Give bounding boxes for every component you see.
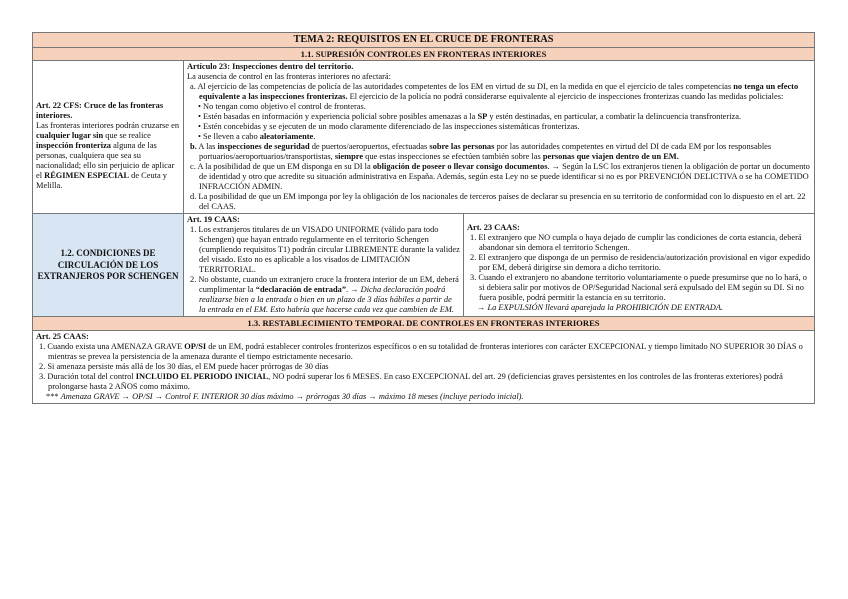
bullet-2: • Estén basadas en información y experiencia policial sobre posibles amenazas a la SP y estén destinadas, en particular, a combatir la delincuencia transfronteriza. [198, 112, 742, 122]
art22-text: Las fronteras interiores podrán cruzarse en cualquier lugar sin que se realice inspección fronteriza alguna de las personas, cualquiera que sea su nacionalidad; ello sin perjuicio de aplicar el RÉGIMEN ESPECIAL de Ceuta y Melilla. [36, 121, 180, 191]
art25-summary: *** Amenaza GRAVE → OP/SI → Control F. INTERIOR 30 días máximo → prórrogas 30 días → máximo 18 meses (incluye periodo inicial). [46, 391, 524, 401]
section-1-1-heading: 1.1. SUPRESIÓN CONTROLES EN FRONTERAS INTERIORES [33, 48, 815, 61]
art23-point-3: 3. Cuando el extranjero no abandone territorio voluntariamente o puede presumirse que no lo hará, o si debiera salir por motivos de OP/Seguridad Nacional será expulsado del EM según su DI. Si no fuera posible, podrá permitir la estancia en su territorio. [470, 273, 807, 303]
content-table [32, 32, 815, 404]
art19-point-1: 1. Los extranjeros titulares de un VISADO UNIFORME (válido para todo Schengen) que hayan entrado regularmente en el territorio Schengen (cumpliendo requisitos T1) podrán circular LIBREMENTE durante la validez del visado. Esto no es aplicable a los visados de LIMITACIÓN TERRITORIAL. [190, 225, 460, 275]
art23-caas-title: Art. 23 CAAS: [467, 223, 520, 233]
art23-point-1: 1. El extranjero que NO cumpla o haya dejado de cumplir las condiciones de corta estancia, deberá abandonar sin demora el territorio Schengen. [470, 233, 802, 253]
art23-point-2: 2. El extranjero que disponga de un permiso de residencia/autorización provisional en vigor expedido por EM, deberá dirigirse sin demora a dicho territorio. [470, 253, 811, 273]
art23-intro: La ausencia de control en las fronteras interiores no afectará: [187, 72, 391, 82]
section-1-3-heading: 1.3. RESTABLECIMIENTO TEMPORAL DE CONTROLES EN FRONTERAS INTERIORES [33, 317, 815, 330]
page-title: TEMA 2: REQUISITOS EN EL CRUCE DE FRONTERAS [33, 33, 815, 48]
art19-title: Art. 19 CAAS: [187, 215, 240, 225]
art19-cell [184, 214, 464, 317]
art23-inspecciones-cell [184, 61, 815, 214]
art25-title: Art. 25 CAAS: [36, 331, 89, 341]
item-a: a. Al ejercicio de las competencias de policía de las autoridades competentes de los EM en virtud de su DI, en la medida en que el ejercicio de tales competencias no tenga un efecto equivalente a las inspecciones fronterizas. El ejercicio de la policía no podrá considerarse equivalente al ejercicio de inspecciones fronterizas cuando las medidas policiales: [190, 82, 799, 102]
art23-expulsion-note: → La EXPULSIÓN llevará aparejada la PROHIBICIÓN DE ENTRADA. [477, 303, 724, 313]
bullet-3: • Estén concebidas y se ejecuten de un modo claramente diferenciado de las inspecciones sistemáticas fronterizas. [198, 122, 580, 132]
art22-cell [33, 61, 184, 214]
art22-title: Art. 22 CFS: Cruce de las fronteras interiores. [36, 101, 164, 121]
item-d: d. La posibilidad de que un EM imponga por ley la obligación de los nacionales de terceros países de declarar su presencia en su territorio de conformidad con lo dispuesto en el art. 22 del CAAS. [190, 192, 806, 212]
art19-point-2: 2. No obstante, cuando un extranjero cruce la frontera interior de un EM, deberá cumplimentar la “declaración de entrada”. → Dicha declaración podrá realizarse bien a la entrada o bien en un plazo de 3 días hábiles a partir de la entrada en el EM. Esto habría que hacerse cada vez que cambien de EM. [190, 275, 459, 315]
bullet-1: • No tengan como objetivo el control de fronteras. [198, 102, 366, 112]
art25-point-2: 2. Si amenaza persiste más allá de los 30 días, el EM puede hacer prórrogas de 30 días [39, 361, 329, 371]
item-b: b. A las inspecciones de seguridad de puertos/aeropuertos, efectuadas sobre las personas por las autoridades competentes en virtud del DI de cada EM por los responsables portuarios/aeroportuarios/transportistas, siempre que estas inspecciones se efectúen también sobre las personas que viajen dentro de un EM. [190, 142, 772, 162]
art25-cell [33, 330, 815, 403]
document-page [32, 32, 814, 404]
art25-point-3: 3. Duración total del control INCLUIDO EL PERIODO INICIAL, NO podrá superar los 6 MESES. En caso EXCEPCIONAL del art. 29 (deficiencias graves persistentes en los controles de las fronteras exteriores) podrá prolongarse hasta 2 AÑOS como máximo. [39, 371, 783, 391]
bullet-4: • Se lleven a cabo aleatoriamente. [198, 132, 316, 142]
section-1-2-heading: 1.2. CONDICIONES DE CIRCULACIÓN DE LOS EXTRANJEROS POR SCHENGEN [33, 214, 184, 317]
art23-title: Artículo 23: Inspecciones dentro del territorio. [187, 62, 354, 72]
item-c: c. A la posibilidad de que un EM disponga en su DI la obligación de poseer o llevar consigo documentos. → Según la LSC los extranjeros tienen la obligación de portar un documento de identidad y otro que acredite su situación administrativa en España. Además, según esta Ley no se puede identificar si no es por PREVENCIÓN DELICTIVA o se ha COMETIDO INFRACCIÓN ADMIN. [190, 162, 810, 192]
art23-caas-cell [464, 214, 815, 317]
art25-point-1: 1. Cuando exista una AMENAZA GRAVE OP/SI de un EM, podrá establecer controles fronterizos específicos o en su totalidad de fronteras interiores con carácter EXCEPCIONAL y tiempo limitado NO SUPERIOR 30 DÍAS o mientras se prevea la persistencia de la amenaza durante el tiempo estrictamente necesario. [39, 341, 803, 361]
